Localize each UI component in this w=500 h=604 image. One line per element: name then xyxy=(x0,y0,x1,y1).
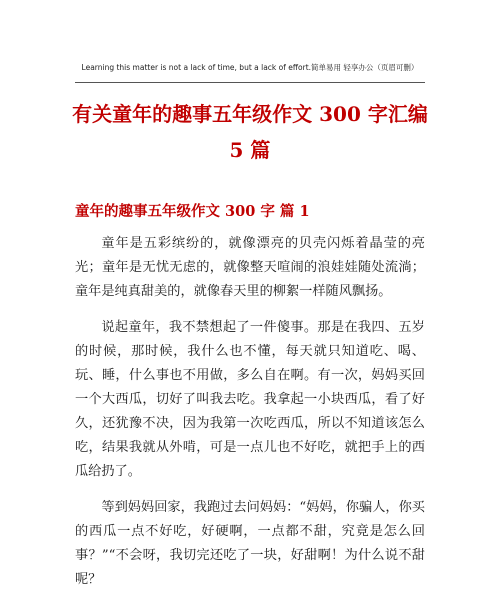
paragraph: 说起童年，我不禁想起了一件傻事。那是在我四、五岁的时候，那时候，我什么也不懂，每天就只知道吃、喝、玩、睡，什么事也不用做，多么自在啊。有一次，妈妈买回一个大西瓜，切好了叫我去吃。我拿起一小块西瓜，看了好久，还犹豫不决，因为我第一次吃西瓜，所以不知道该怎么吃，结果我就从外啃，可是一点儿也不好吃，就把手上的西瓜给扔了。 xyxy=(75,320,425,479)
paragraph: 等到妈妈回家，我跑过去问妈妈：“妈妈，你骗人，你买的西瓜一点不好吃，好硬啊，一点都不甜，究竟是怎么回事？”“不会呀，我切完还吃了一块，好甜啊！为什么说不甜呢？ xyxy=(75,500,425,587)
document-title: 有关童年的趣事五年级作文 300 字汇编 5 篇 xyxy=(72,102,428,162)
page-header-text: Learning this matter is not a lack of time, but a lack of effort.简单易用 轻享办公（页眉可删） xyxy=(81,63,419,72)
header-divider xyxy=(75,82,425,83)
document-body xyxy=(75,232,425,604)
section-title: 童年的趣事五年级作文 300 字 篇 1 xyxy=(75,203,310,220)
paragraph: 童年是五彩缤纷的，就像漂亮的贝壳闪烁着晶莹的亮光；童年是无忧无虑的，就像整天喧闹的浪娃娃随处流淌；童年是纯真甜美的，就像春天里的柳絮一样随风飘扬。 xyxy=(75,236,425,299)
